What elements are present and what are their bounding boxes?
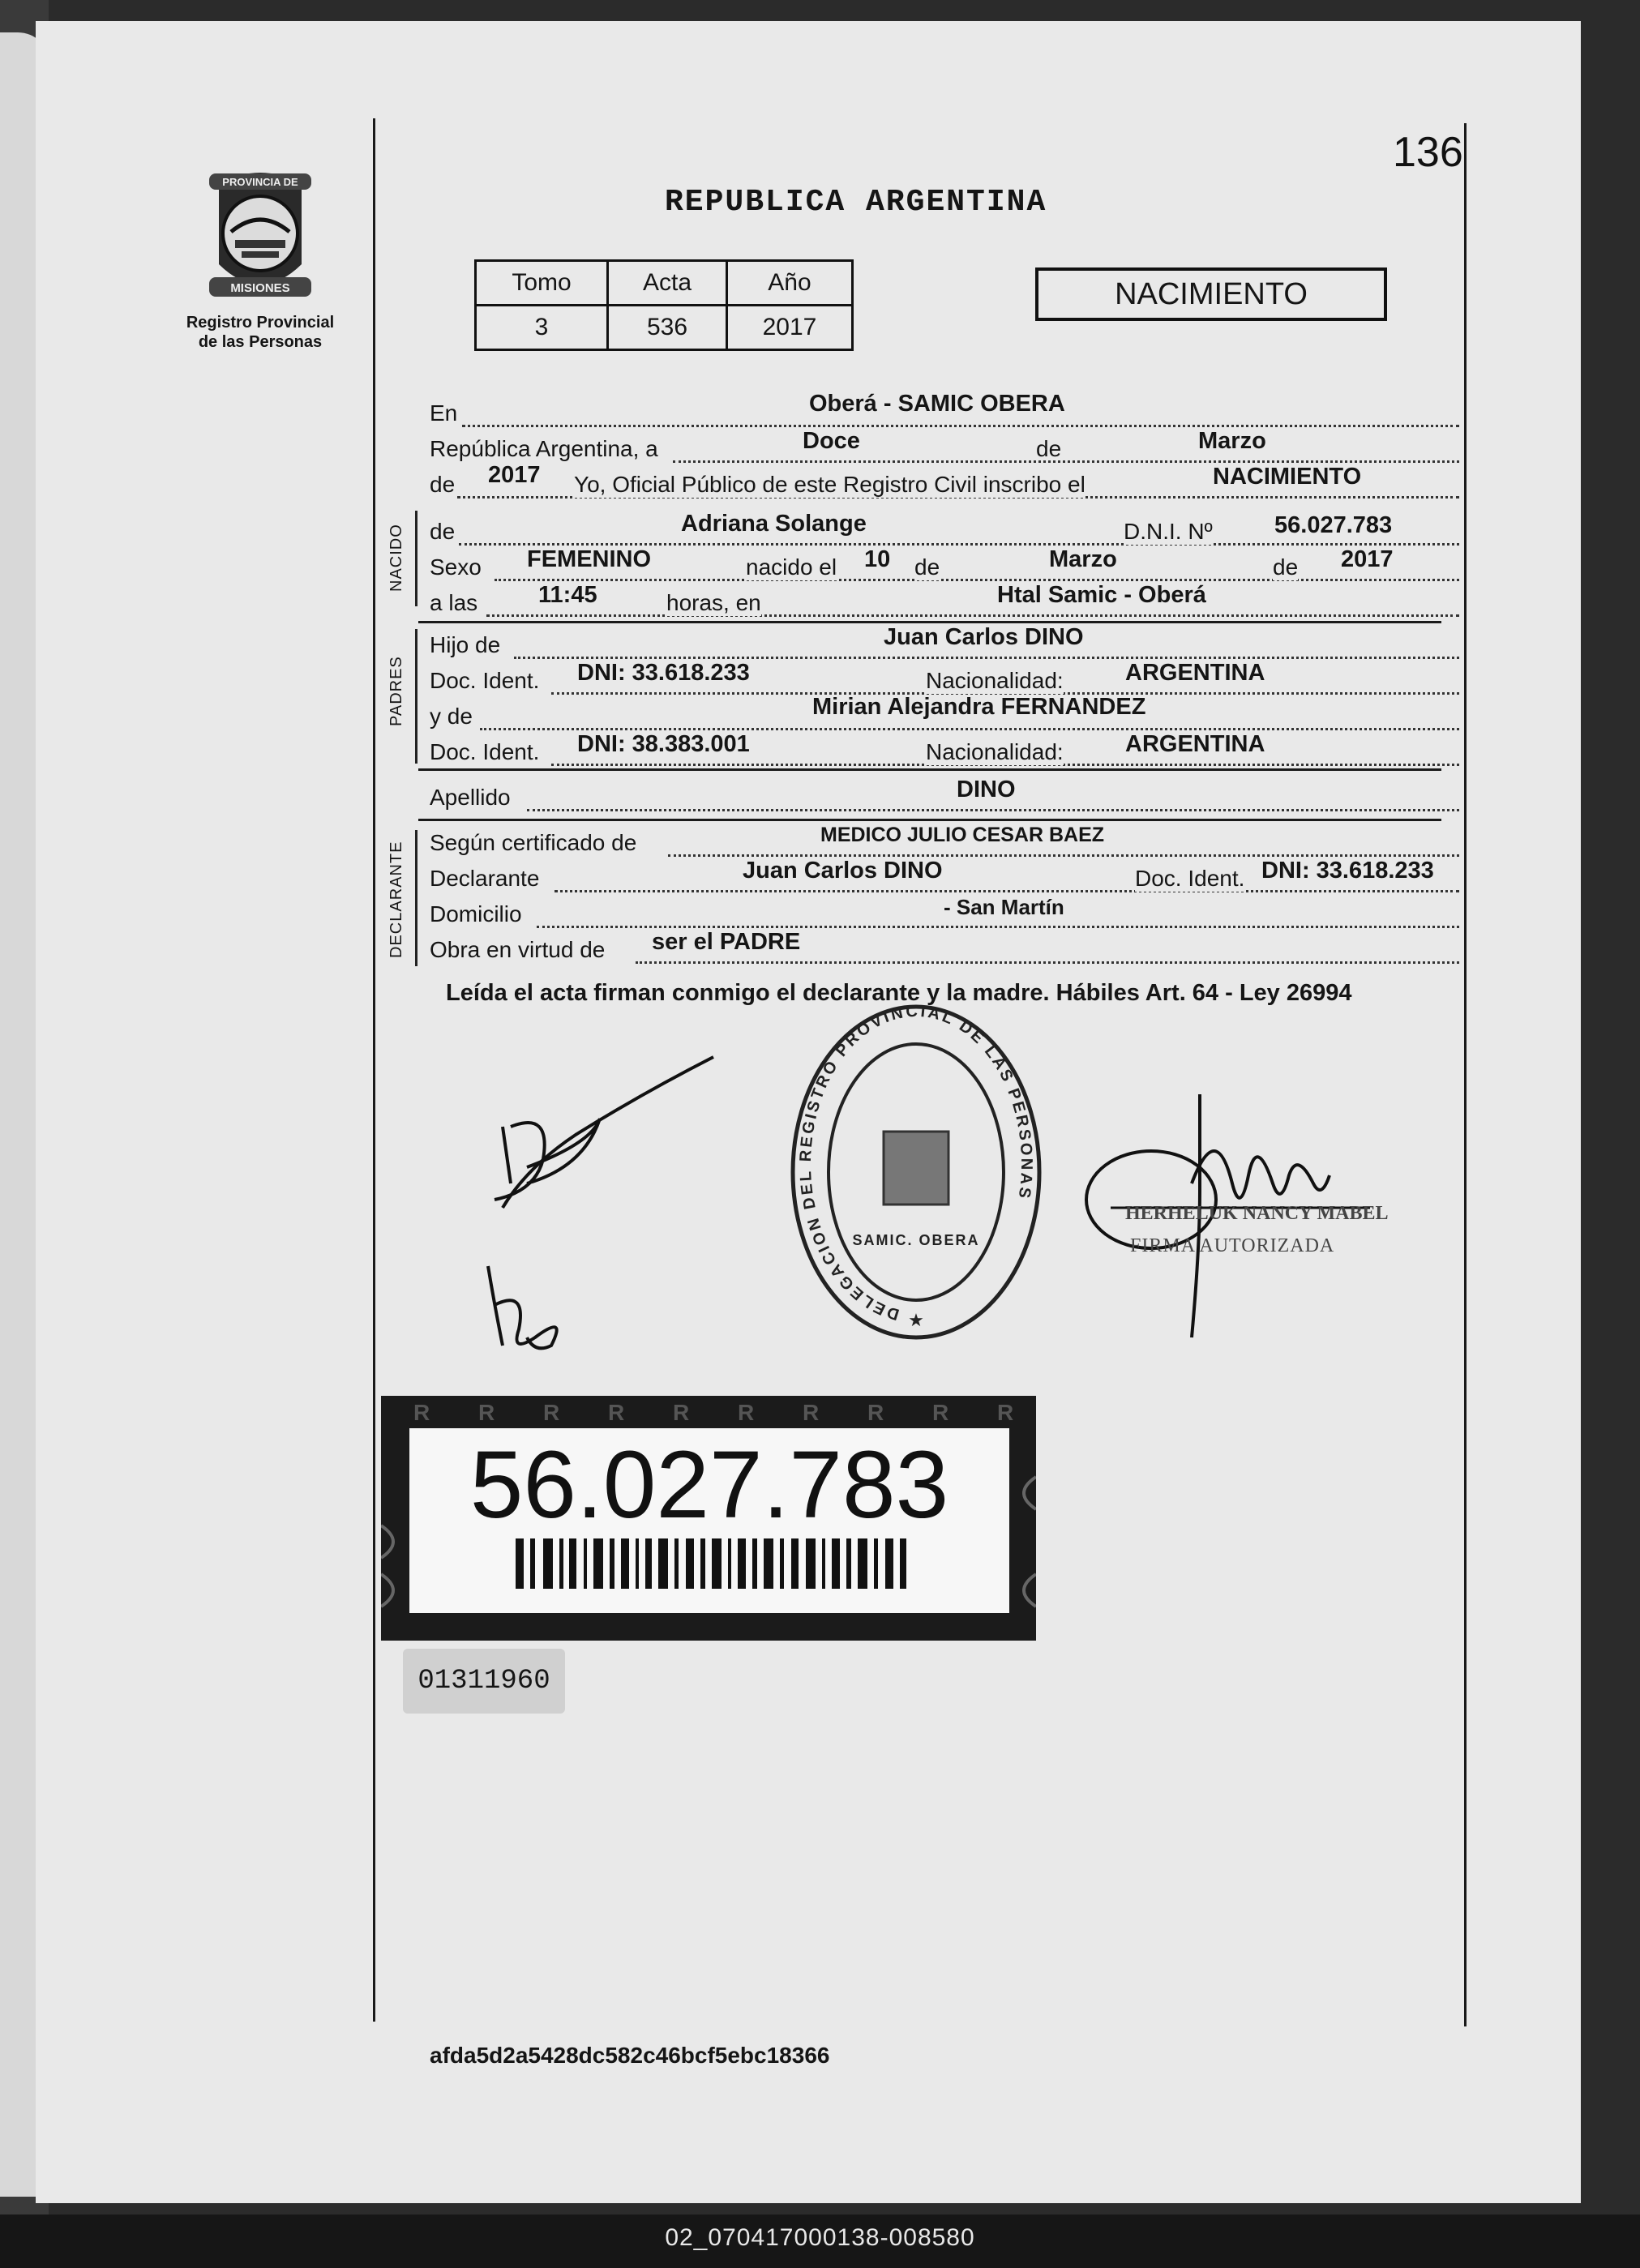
padres-line-3 (430, 694, 1443, 730)
mother-name: Mirian Alejandra FERNANDEZ (812, 694, 1146, 720)
declarant-signature-icon (478, 1046, 722, 1224)
cert-label: Según certificado de (430, 830, 637, 855)
register-header-anio: Año (727, 261, 853, 306)
horas-label: horas, en (666, 590, 761, 615)
birth-de-label-2: de (1273, 554, 1299, 580)
child-sex: FEMENINO (527, 546, 652, 572)
dotted-line (495, 579, 1459, 581)
mother-nat-label: Nacionalidad: (926, 739, 1064, 764)
birth-year: 2017 (1341, 546, 1394, 572)
intro-line-2 (430, 428, 1443, 462)
intro-line-1 (430, 391, 1443, 426)
section-divider (418, 768, 1441, 771)
register-header-tomo: Tomo (476, 261, 608, 306)
declarante-section-label: DECLARANTE (388, 841, 405, 958)
birth-place: Htal Samic - Oberá (997, 582, 1206, 608)
crest-caption (175, 313, 345, 352)
act-type-box: NACIMIENTO (1035, 267, 1387, 321)
obra-label: Obra en virtud de (430, 937, 606, 962)
section-divider (418, 819, 1441, 821)
nacido-el-label: nacido el (746, 554, 837, 580)
intro-month: Marzo (1198, 428, 1266, 454)
svg-text:R: R (867, 1400, 884, 1425)
svg-text:R: R (997, 1400, 1014, 1425)
dotted-line (673, 460, 1459, 463)
right-margin-rule (1464, 123, 1467, 2026)
nacido-line-1 (430, 511, 1443, 545)
declarant-name: Juan Carlos DINO (743, 858, 943, 884)
nacido-section-label: NACIDO (388, 524, 405, 592)
intro-text: Yo, Oficial Público de este Registro Civil inscribo el (574, 472, 1085, 497)
section-bracket (415, 629, 417, 764)
dotted-line (636, 961, 1459, 964)
padres-line-4 (430, 731, 1443, 765)
dni-label: D.N.I. Nº (1124, 519, 1213, 544)
father-doc-label: Doc. Ident. (430, 668, 540, 693)
republica-label: República Argentina, a (430, 436, 658, 461)
padres-line-2 (430, 660, 1443, 694)
province-crest-icon (195, 167, 326, 306)
official-name: HERHELUK NANCY MABEL (1125, 1203, 1389, 1224)
intro-year: 2017 (488, 462, 541, 488)
svg-text:R: R (543, 1400, 560, 1425)
declarante-line-1 (430, 824, 1443, 856)
register-value-tomo: 3 (476, 306, 608, 350)
apellido-line (430, 777, 1443, 811)
hijo-label: Hijo de (430, 632, 501, 657)
dotted-line (555, 890, 1459, 892)
dotted-line (459, 543, 1459, 546)
child-dni: 56.027.783 (1274, 512, 1393, 538)
padres-section-label: PADRES (388, 656, 405, 726)
declarante-label: Declarante (430, 866, 540, 891)
seal-inner-text: SAMIC. OBERA (852, 1232, 980, 1248)
section-divider (418, 621, 1441, 623)
birth-de-label: de (914, 554, 940, 580)
svg-text:R: R (608, 1400, 625, 1425)
register-value-acta: 536 (608, 306, 727, 350)
serial-number: 01311960 (403, 1649, 565, 1714)
crest-caption-line-1: Registro Provincial (186, 314, 335, 332)
father-name: Juan Carlos DINO (884, 624, 1084, 650)
dotted-line (486, 614, 1459, 617)
intro-line-3 (430, 462, 1443, 498)
official-seal-icon (786, 1002, 1046, 1342)
svg-text:★: ★ (908, 1310, 924, 1330)
sexo-label: Sexo (430, 554, 482, 580)
official-title: FIRMA AUTORIZADA (1130, 1235, 1335, 1256)
crest-caption-line-2: de las Personas (198, 333, 323, 351)
svg-text:R: R (803, 1400, 820, 1425)
dotted-line (537, 926, 1459, 928)
a-las-label: a las (430, 590, 478, 615)
padres-line-1 (430, 624, 1443, 658)
section-bracket (415, 830, 417, 966)
certificate-issuer: MEDICO JULIO CESAR BAEZ (820, 824, 1105, 846)
mother-doc-label: Doc. Ident. (430, 739, 540, 764)
svg-text:R: R (932, 1400, 949, 1425)
intro-place: Oberá - SAMIC OBERA (809, 391, 1065, 417)
mother-doc: DNI: 38.383.001 (577, 731, 750, 757)
declarant-relation: ser el PADRE (652, 929, 801, 955)
page-number: 136 (1393, 129, 1463, 176)
footer-code: 02_070417000138-008580 (665, 2224, 975, 2251)
svg-text:R: R (413, 1400, 430, 1425)
svg-text:R: R (738, 1400, 755, 1425)
father-nat-label: Nacionalidad: (926, 668, 1064, 693)
nacido-line-2 (430, 546, 1443, 580)
dotted-line (462, 425, 1459, 427)
father-doc: DNI: 33.618.233 (577, 660, 750, 686)
child-name: Adriana Solange (681, 511, 867, 537)
barcode-icon (516, 1538, 913, 1589)
nacido-line-3 (430, 582, 1443, 616)
intro-day: Doce (803, 428, 860, 454)
declarante-line-2 (430, 858, 1443, 892)
crest-bottom-text: MISIONES (230, 281, 290, 295)
intro-de2-label: de (430, 472, 456, 497)
yde-label: y de (430, 704, 473, 729)
register-header-acta: Acta (608, 261, 727, 306)
dotted-line (527, 809, 1459, 811)
declarante-line-3 (430, 895, 1443, 927)
legal-note: Leída el acta firman conmigo el declarante y la madre. Hábiles Art. 64 - Ley 26994 (446, 980, 1352, 1006)
surname: DINO (957, 777, 1016, 802)
birth-time: 11:45 (538, 582, 597, 608)
en-label: En (430, 400, 458, 426)
crest-top-text: PROVINCIA DE (222, 176, 298, 188)
svg-text:R: R (478, 1400, 495, 1425)
mother-nationality: ARGENTINA (1125, 731, 1265, 757)
declarant-address: - San Martín (944, 895, 1064, 919)
birth-month: Marzo (1049, 546, 1117, 572)
dotted-line (514, 657, 1459, 659)
declarant-doc-label: Doc. Ident. (1135, 866, 1245, 891)
mother-signature-icon (478, 1256, 576, 1362)
intro-de-label: de (1036, 436, 1062, 461)
intro-act: NACIMIENTO (1213, 464, 1362, 490)
barcode-number: 56.027.783 (469, 1431, 949, 1538)
apellido-label: Apellido (430, 785, 511, 810)
document-title: REPUBLICA ARGENTINA (665, 185, 1047, 220)
declarant-doc: DNI: 33.618.233 (1261, 858, 1434, 884)
dotted-line (668, 854, 1459, 857)
left-margin-rule (373, 118, 375, 2022)
domicilio-label: Domicilio (430, 901, 522, 926)
svg-text:R: R (673, 1400, 690, 1425)
declarante-line-4 (430, 929, 1443, 963)
seal-ring-text: DELEGACION DEL REGISTRO PROVINCIAL DE LAS PERSONAS (796, 1002, 1036, 1324)
section-bracket (415, 511, 417, 606)
register-value-anio: 2017 (727, 306, 853, 350)
birth-day: 10 (864, 546, 891, 572)
register-table (474, 259, 854, 351)
dotted-line (480, 728, 1459, 730)
document-hash: afda5d2a5428dc582c46bcf5ebc18366 (430, 2043, 830, 2068)
nacido-de-label: de (430, 519, 456, 544)
father-nationality: ARGENTINA (1125, 660, 1265, 686)
